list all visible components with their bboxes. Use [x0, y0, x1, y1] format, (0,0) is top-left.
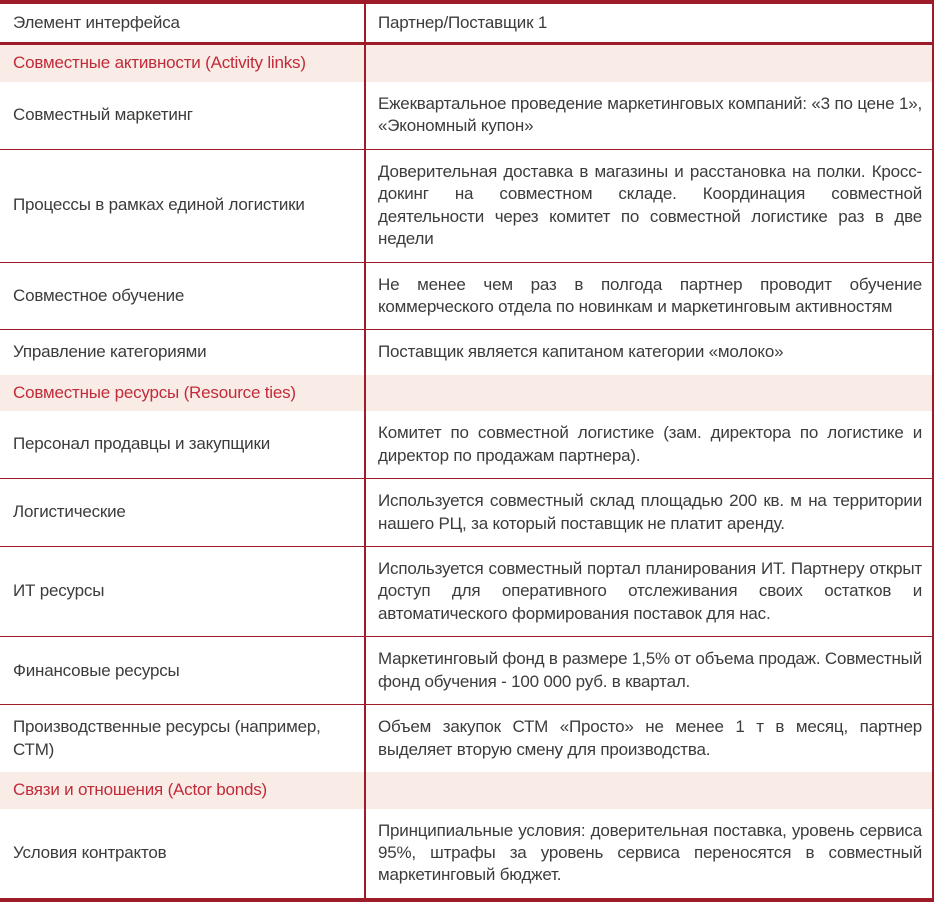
table-row	[0, 809, 932, 898]
row-value: Ежеквартальное проведение маркетинговых компаний: «3 по цене 1», «Экономный купон»	[378, 93, 922, 136]
section-row	[0, 772, 932, 808]
row-label-cell	[0, 330, 366, 374]
section-empty-cell	[366, 375, 932, 411]
row-label: Персонал продавцы и закупщики	[13, 434, 271, 454]
table-row	[0, 704, 932, 772]
row-value-cell	[366, 263, 932, 330]
row-label-cell	[0, 637, 366, 704]
row-label-cell	[0, 82, 366, 149]
row-value-cell	[366, 547, 932, 636]
header-cell-element	[0, 4, 366, 42]
row-value: Поставщик является капитаном категории «молоко»	[378, 342, 784, 362]
row-value: Используется совместный портал планирования ИТ. Партнеру открыт доступ для оперативного отслеживания своих остатков и автоматического формирования поставок для нас.	[378, 559, 922, 623]
table-row	[0, 411, 932, 478]
column-header-element-label: Элемент интерфейса	[13, 13, 180, 32]
table-body	[0, 45, 932, 897]
row-value-cell	[366, 705, 932, 772]
row-label-cell	[0, 150, 366, 262]
row-label: Логистические	[13, 502, 126, 522]
table-row	[0, 546, 932, 636]
row-value-cell	[366, 330, 932, 374]
section-title: Связи и отношения (Actor bonds)	[13, 780, 268, 800]
row-label-cell	[0, 547, 366, 636]
table-row	[0, 478, 932, 546]
section-title: Совместные ресурсы (Resource ties)	[13, 382, 296, 402]
table-header-row	[0, 4, 932, 45]
row-label-cell	[0, 411, 366, 478]
row-label-cell	[0, 479, 366, 546]
section-empty-cell	[366, 772, 932, 808]
table-row	[0, 262, 932, 330]
row-label: Процессы в рамках единой логистики	[13, 195, 305, 215]
table-row	[0, 329, 932, 374]
row-label: Совместный маркетинг	[13, 105, 193, 125]
row-label: Условия контрактов	[13, 842, 167, 862]
row-value-cell	[366, 150, 932, 262]
section-row	[0, 375, 932, 411]
row-label: ИТ ресурсы	[13, 581, 105, 601]
section-label-cell	[0, 45, 366, 81]
table-row	[0, 636, 932, 704]
header-cell-partner	[366, 4, 932, 42]
row-label: Управление категориями	[13, 342, 207, 362]
row-value: Не менее чем раз в полгода партнер проводит обучение коммерческого отдела по новинкам и маркетинговым активностям	[378, 274, 922, 316]
section-row	[0, 45, 932, 81]
row-value: Объем закупок СТМ «Просто» не менее 1 т в месяц, партнер выделяет вторую смену для производства.	[378, 717, 922, 759]
row-value: Доверительная доставка в магазины и расстановка на полки. Кросс-докинг на совместном складе. Координация совместной деятельности через комитет по совместной логистике раз в две недели	[378, 161, 922, 249]
row-value: Принципиальные условия: доверительная поставка, уровень сервиса 95%, штрафы за уровень сервиса переносятся в совместный маркетинговый бюджет.	[378, 820, 922, 885]
row-value-cell	[366, 411, 932, 478]
row-label-cell	[0, 263, 366, 330]
column-header-partner-label: Партнер/Поставщик 1	[378, 13, 548, 32]
row-label-cell	[0, 705, 366, 772]
row-value: Комитет по совместной логистике (зам. директора по логистике и директор по продажам партнера).	[378, 423, 922, 465]
section-empty-cell	[366, 45, 932, 81]
row-label: Производственные ресурсы (например, СТМ)	[13, 717, 321, 759]
section-title: Совместные активности (Activity links)	[13, 53, 306, 73]
row-label: Финансовые ресурсы	[13, 660, 180, 680]
section-label-cell	[0, 375, 366, 411]
row-value-cell	[366, 809, 932, 898]
row-value-cell	[366, 637, 932, 704]
table-row	[0, 149, 932, 262]
row-value-cell	[366, 82, 932, 149]
section-label-cell	[0, 772, 366, 808]
row-value-cell	[366, 479, 932, 546]
row-label: Совместное обучение	[13, 285, 185, 305]
row-value: Используется совместный склад площадью 200 кв. м на территории нашего РЦ, за который поставщик не платит аренду.	[378, 491, 922, 533]
row-label-cell	[0, 809, 366, 898]
table-row	[0, 82, 932, 149]
row-value: Маркетинговый фонд в размере 1,5% от объема продаж. Совместный фонд обучения - 100 000 руб. в квартал.	[378, 649, 922, 691]
